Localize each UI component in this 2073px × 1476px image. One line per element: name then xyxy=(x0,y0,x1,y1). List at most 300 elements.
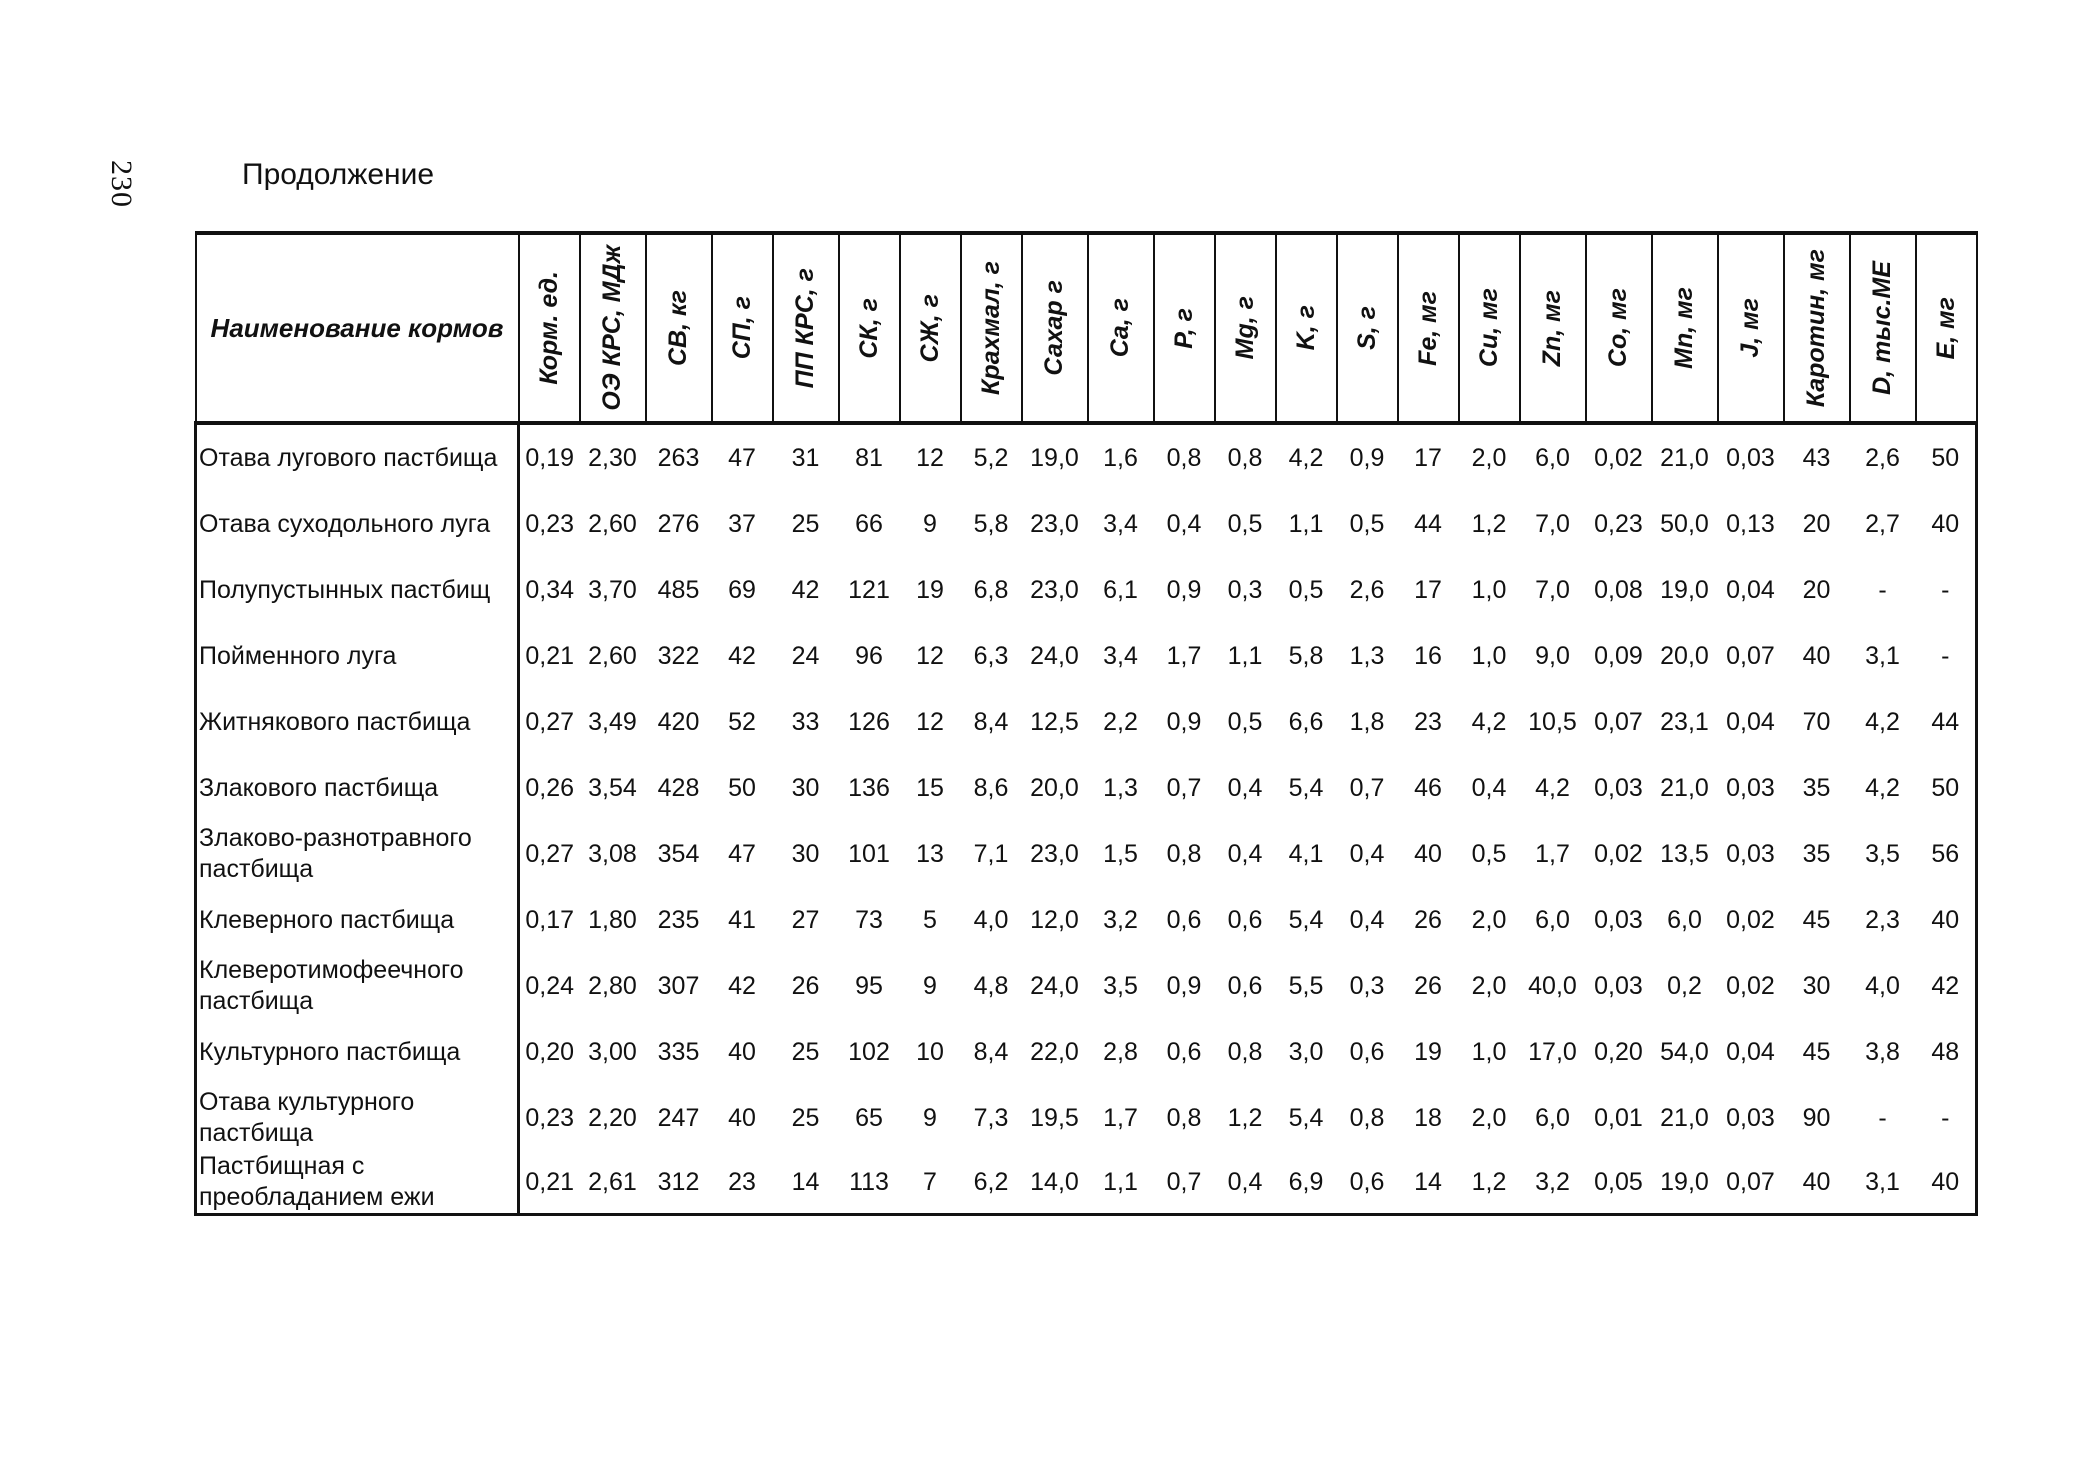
value-cell: 31 xyxy=(791,443,820,472)
value-cell: 0,21 xyxy=(525,641,575,670)
value-cell: 6,2 xyxy=(961,1151,1022,1215)
value-cell: 0,07 xyxy=(1718,1151,1784,1215)
value-cell: 66 xyxy=(855,509,883,538)
value-cell: 113 xyxy=(839,1151,900,1215)
value-cell: 1,2 xyxy=(1459,1151,1520,1215)
column-header-label: Сахар г xyxy=(1040,280,1068,376)
value-cell: 12 xyxy=(916,443,944,472)
value-cell: 5,4 xyxy=(1288,773,1324,802)
column-header-label: E, мг xyxy=(1931,296,1960,360)
value-cell: 0,27 xyxy=(525,707,575,736)
value-cell: 1,7 xyxy=(1103,1103,1138,1132)
value-cell: 56 xyxy=(1916,821,1977,887)
value-cell: 41 xyxy=(728,905,756,934)
value-cell: 25 xyxy=(791,509,820,538)
value-cell: 335 xyxy=(657,1037,700,1066)
value-cell: 0,23 xyxy=(525,1103,575,1132)
value-cell: 1,80 xyxy=(588,905,637,934)
value-cell: 0,4 xyxy=(1166,509,1202,538)
value-cell: 5,5 xyxy=(1288,971,1324,1000)
value-cell: 0,4 xyxy=(1349,839,1385,868)
value-cell: 485 xyxy=(657,575,700,604)
value-cell: 8,6 xyxy=(973,773,1009,802)
value-cell: 0,6 xyxy=(1349,1037,1385,1066)
column-header-label: D, тыс.МЕ xyxy=(1868,261,1896,395)
value-cell: 6,0 xyxy=(1535,1103,1570,1132)
value-cell: 0,02 xyxy=(1594,839,1643,868)
value-cell: 1,7 xyxy=(1166,641,1202,670)
value-cell: 0,9 xyxy=(1349,443,1385,472)
value-cell: 4,1 xyxy=(1288,839,1324,868)
value-cell: 0,03 xyxy=(1726,839,1775,868)
feed-name-cell: Отава лугового пастбища xyxy=(196,423,519,491)
value-cell: 2,6 xyxy=(1865,443,1900,472)
value-cell: 0,13 xyxy=(1726,509,1775,538)
value-cell: 12 xyxy=(916,641,944,670)
feed-name-cell: Пастбищная с преобладанием ежи xyxy=(196,1151,519,1215)
value-cell: 101 xyxy=(848,839,890,868)
value-cell: 45 xyxy=(1802,1037,1831,1066)
value-cell: 0,6 xyxy=(1227,905,1263,934)
column-header-label: Крахмал, г xyxy=(976,261,1005,395)
value-cell: 6,6 xyxy=(1288,707,1324,736)
column-header-label: Каротин, мг xyxy=(1802,248,1830,408)
value-cell: 0,3 xyxy=(1349,971,1385,1000)
value-cell: 5 xyxy=(923,905,937,934)
value-cell: 0,09 xyxy=(1594,641,1643,670)
value-cell: 3,08 xyxy=(588,839,637,868)
value-cell: 40 xyxy=(728,1103,756,1132)
value-cell: 0,6 xyxy=(1166,1037,1202,1066)
feed-name-cell: Полупустынных пастбищ xyxy=(196,557,519,623)
value-cell: 6,9 xyxy=(1276,1151,1337,1215)
value-cell: 7,0 xyxy=(1535,575,1570,604)
column-header xyxy=(1154,233,1215,423)
value-cell: 2,8 xyxy=(1103,1037,1138,1066)
value-cell: 42 xyxy=(728,971,756,1000)
value-cell: 0,07 xyxy=(1726,641,1775,670)
table-row xyxy=(196,689,1977,755)
value-cell: 0,02 xyxy=(1726,971,1775,1000)
column-header xyxy=(519,233,580,423)
value-cell: 121 xyxy=(848,575,890,604)
value-cell: 136 xyxy=(848,773,890,802)
value-cell: 6,8 xyxy=(973,575,1009,604)
value-cell: 0,8 xyxy=(1227,443,1263,472)
value-cell: 8,4 xyxy=(973,1037,1009,1066)
value-cell: 13 xyxy=(916,839,944,868)
value-cell: 3,5 xyxy=(1865,839,1900,868)
value-cell: 0,8 xyxy=(1166,1103,1202,1132)
column-header xyxy=(900,233,961,423)
value-cell: 24,0 xyxy=(1030,971,1079,1000)
value-cell: 3,49 xyxy=(588,707,637,736)
value-cell: 0,03 xyxy=(1726,443,1775,472)
value-cell: 20 xyxy=(1802,575,1831,604)
column-header xyxy=(1520,233,1586,423)
value-cell: 7,0 xyxy=(1535,509,1570,538)
value-cell: 54,0 xyxy=(1660,1037,1709,1066)
value-cell: 40 xyxy=(1802,641,1831,670)
value-cell: 0,03 xyxy=(1594,905,1643,934)
value-cell: 10 xyxy=(916,1037,944,1066)
column-header xyxy=(839,233,900,423)
table-row xyxy=(196,887,1977,953)
value-cell: 0,24 xyxy=(525,971,575,1000)
value-cell: 6,1 xyxy=(1103,575,1138,604)
value-cell: 23,1 xyxy=(1660,707,1709,736)
value-cell: - xyxy=(1916,1085,1977,1151)
feed-name-cell: Клеверного пастбища xyxy=(196,887,519,953)
value-cell: 9 xyxy=(923,509,937,538)
value-cell: 0,02 xyxy=(1726,905,1775,934)
feed-name-cell: Отава культурного пастбища xyxy=(196,1085,519,1151)
value-cell: 40 xyxy=(1916,887,1977,953)
value-cell: 0,23 xyxy=(1594,509,1643,538)
value-cell: 26 xyxy=(1414,971,1442,1000)
value-cell: 70 xyxy=(1802,707,1831,736)
value-cell: 50,0 xyxy=(1660,509,1709,538)
value-cell: 27 xyxy=(791,905,820,934)
value-cell: 0,8 xyxy=(1166,443,1202,472)
value-cell: 20 xyxy=(1802,509,1831,538)
value-cell: 0,21 xyxy=(519,1151,580,1215)
value-cell: 69 xyxy=(728,575,756,604)
column-header-label: Cu, мг xyxy=(1474,288,1503,368)
value-cell: 52 xyxy=(728,707,756,736)
table-row xyxy=(196,755,1977,821)
value-cell: 24,0 xyxy=(1030,641,1079,670)
value-cell: 4,0 xyxy=(1865,971,1900,1000)
value-cell: 3,4 xyxy=(1103,641,1138,670)
value-cell: 14 xyxy=(773,1151,839,1215)
value-cell: 15 xyxy=(916,773,944,802)
value-cell: 0,03 xyxy=(1726,1103,1775,1132)
table-row xyxy=(196,423,1977,491)
value-cell: 40 xyxy=(1916,1151,1977,1215)
value-cell: 1,2 xyxy=(1471,509,1507,538)
value-cell: 0,04 xyxy=(1726,1037,1775,1066)
value-cell: 10,5 xyxy=(1528,707,1577,736)
table-body xyxy=(196,423,1977,1215)
value-cell: 0,23 xyxy=(525,509,575,538)
page-title: Продолжение xyxy=(242,158,435,191)
value-cell: 21,0 xyxy=(1660,443,1709,472)
column-header xyxy=(1276,233,1337,423)
value-cell: 19 xyxy=(916,575,944,604)
column-header xyxy=(1784,233,1850,423)
column-header xyxy=(1088,233,1154,423)
value-cell: 5,4 xyxy=(1288,905,1324,934)
value-cell: 354 xyxy=(657,839,700,868)
value-cell: 21,0 xyxy=(1660,773,1709,802)
table-row xyxy=(196,1085,1977,1151)
value-cell: 0,2 xyxy=(1667,971,1702,1000)
value-cell: 14 xyxy=(1398,1151,1459,1215)
value-cell: 26 xyxy=(791,971,820,1000)
value-cell: 30 xyxy=(1802,971,1831,1000)
value-cell: 3,2 xyxy=(1103,905,1138,934)
value-cell: 9 xyxy=(923,971,937,1000)
value-cell: 0,19 xyxy=(525,443,575,472)
value-cell: 9 xyxy=(923,1103,937,1132)
feed-name-cell: Клеверотимофеечного пастбища xyxy=(196,953,519,1019)
value-cell: 2,60 xyxy=(588,509,637,538)
value-cell: 0,8 xyxy=(1227,1037,1263,1066)
value-cell: 0,6 xyxy=(1227,971,1263,1000)
column-header xyxy=(1652,233,1718,423)
value-cell: 3,00 xyxy=(588,1037,637,1066)
value-cell: 263 xyxy=(657,443,700,472)
column-header-label: СК, г xyxy=(854,297,883,359)
value-cell: 22,0 xyxy=(1030,1037,1079,1066)
value-cell: 95 xyxy=(855,971,883,1000)
value-cell: 428 xyxy=(657,773,700,802)
value-cell: 44 xyxy=(1916,689,1977,755)
value-cell: 2,0 xyxy=(1471,905,1507,934)
value-cell: 0,20 xyxy=(1594,1037,1643,1066)
value-cell: 1,3 xyxy=(1349,641,1385,670)
table-header-row xyxy=(196,233,1977,423)
column-header-label: Co, мг xyxy=(1604,288,1632,368)
value-cell: 0,6 xyxy=(1337,1151,1398,1215)
column-header-label: ПП КРС, г xyxy=(791,267,819,389)
feed-composition-table xyxy=(194,231,1978,1216)
value-cell: 42 xyxy=(791,575,820,604)
value-cell: 312 xyxy=(646,1151,712,1215)
value-cell: 19,5 xyxy=(1030,1103,1079,1132)
value-cell: 3,1 xyxy=(1850,1151,1916,1215)
value-cell: 23,0 xyxy=(1030,839,1079,868)
value-cell: 7,1 xyxy=(973,839,1009,868)
column-header xyxy=(773,233,839,423)
value-cell: 19,0 xyxy=(1660,575,1709,604)
value-cell: 46 xyxy=(1414,773,1442,802)
column-header xyxy=(1718,233,1784,423)
value-cell: 0,7 xyxy=(1154,1151,1215,1215)
value-cell: 90 xyxy=(1802,1103,1831,1132)
value-cell: 23 xyxy=(1414,707,1442,736)
value-cell: 0,9 xyxy=(1166,575,1202,604)
value-cell: 20,0 xyxy=(1030,773,1079,802)
value-cell: 1,8 xyxy=(1349,707,1385,736)
table-row xyxy=(196,953,1977,1019)
column-header xyxy=(1916,233,1977,423)
column-header-label: СП, г xyxy=(727,296,756,360)
value-cell: 5,8 xyxy=(973,509,1009,538)
value-cell: 4,0 xyxy=(973,905,1009,934)
value-cell: 50 xyxy=(1916,423,1977,491)
value-cell: 33 xyxy=(791,707,820,736)
value-cell: 0,03 xyxy=(1594,773,1643,802)
column-header-label: Ca, г xyxy=(1106,298,1134,358)
value-cell: 12,5 xyxy=(1030,707,1079,736)
column-header xyxy=(1022,233,1088,423)
column-header-label: Zn, мг xyxy=(1538,289,1566,367)
value-cell: 45 xyxy=(1802,905,1831,934)
value-cell: 13,5 xyxy=(1660,839,1709,868)
column-header-label: Mn, мг xyxy=(1670,287,1698,369)
column-header xyxy=(1586,233,1652,423)
value-cell: 50 xyxy=(728,773,756,802)
value-cell: 1,5 xyxy=(1103,839,1138,868)
value-cell: 23,0 xyxy=(1030,575,1079,604)
value-cell: 322 xyxy=(657,641,700,670)
value-cell: 4,2 xyxy=(1288,443,1324,472)
value-cell: 18 xyxy=(1414,1103,1442,1132)
value-cell: 24 xyxy=(791,641,820,670)
value-cell: 0,4 xyxy=(1227,839,1263,868)
value-cell: 0,7 xyxy=(1349,773,1385,802)
value-cell: 1,0 xyxy=(1471,575,1507,604)
value-cell: 2,30 xyxy=(588,443,637,472)
value-cell: 102 xyxy=(848,1037,890,1066)
column-header xyxy=(1337,233,1398,423)
value-cell: - xyxy=(1878,1103,1887,1132)
page-number: 230 xyxy=(105,160,138,208)
feed-name-cell: Отава суходольного луга xyxy=(196,491,519,557)
table-row xyxy=(196,1151,1977,1215)
value-cell: 4,2 xyxy=(1535,773,1570,802)
table-row xyxy=(196,1019,1977,1085)
feed-name-cell: Житнякового пастбища xyxy=(196,689,519,755)
table-row xyxy=(196,557,1977,623)
value-cell: 44 xyxy=(1414,509,1442,538)
feed-name-cell: Пойменного луга xyxy=(196,623,519,689)
value-cell: 8,4 xyxy=(973,707,1009,736)
value-cell: 0,4 xyxy=(1471,773,1507,802)
value-cell: 4,2 xyxy=(1471,707,1507,736)
value-cell: 2,3 xyxy=(1865,905,1900,934)
column-header-label: J, мг xyxy=(1736,298,1764,358)
value-cell: 50 xyxy=(1916,755,1977,821)
value-cell: - xyxy=(1878,575,1887,604)
value-cell: 1,1 xyxy=(1288,509,1324,538)
value-cell: 0,5 xyxy=(1471,839,1507,868)
value-cell: 0,5 xyxy=(1227,707,1263,736)
column-header xyxy=(1459,233,1520,423)
value-cell: 20,0 xyxy=(1660,641,1709,670)
value-cell: 3,54 xyxy=(588,773,637,802)
value-cell: 3,70 xyxy=(588,575,637,604)
value-cell: 1,1 xyxy=(1227,641,1263,670)
value-cell: 0,20 xyxy=(525,1037,575,1066)
value-cell: 3,0 xyxy=(1288,1037,1324,1066)
value-cell: 0,02 xyxy=(1594,443,1643,472)
value-cell: - xyxy=(1916,623,1977,689)
value-cell: 1,1 xyxy=(1088,1151,1154,1215)
value-cell: 2,7 xyxy=(1865,509,1900,538)
column-header-label: P, г xyxy=(1169,307,1198,349)
value-cell: 1,0 xyxy=(1471,1037,1507,1066)
value-cell: 42 xyxy=(728,641,756,670)
value-cell: 3,4 xyxy=(1103,509,1138,538)
value-cell: 81 xyxy=(855,443,883,472)
value-cell: 48 xyxy=(1916,1019,1977,1085)
value-cell: 3,8 xyxy=(1865,1037,1900,1066)
value-cell: 16 xyxy=(1414,641,1442,670)
value-cell: 0,8 xyxy=(1166,839,1202,868)
value-cell: 35 xyxy=(1802,839,1831,868)
value-cell: 0,04 xyxy=(1726,707,1775,736)
value-cell: 4,8 xyxy=(973,971,1009,1000)
value-cell: 37 xyxy=(728,509,756,538)
value-cell: 6,3 xyxy=(973,641,1009,670)
value-cell: 5,2 xyxy=(973,443,1009,472)
value-cell: 4,2 xyxy=(1865,707,1900,736)
value-cell: 3,5 xyxy=(1103,971,1138,1000)
value-cell: 6,0 xyxy=(1667,905,1702,934)
column-header-label: Fe, мг xyxy=(1413,290,1442,366)
column-header xyxy=(961,233,1022,423)
value-cell: 2,0 xyxy=(1471,443,1507,472)
value-cell: 19,0 xyxy=(1030,443,1079,472)
value-cell: 7 xyxy=(900,1151,961,1215)
value-cell: 43 xyxy=(1802,443,1831,472)
value-cell: 0,34 xyxy=(525,575,575,604)
value-cell: 23 xyxy=(712,1151,773,1215)
value-cell: 12 xyxy=(916,707,944,736)
column-header-label: Mg, г xyxy=(1230,296,1259,360)
value-cell: 30 xyxy=(791,773,820,802)
value-cell: 0,9 xyxy=(1166,971,1202,1000)
value-cell: 235 xyxy=(657,905,700,934)
table-row xyxy=(196,623,1977,689)
column-header-label: K, г xyxy=(1291,305,1320,351)
column-header xyxy=(1215,233,1276,423)
value-cell: 40 xyxy=(1784,1151,1850,1215)
value-cell: 2,61 xyxy=(580,1151,646,1215)
value-cell: 30 xyxy=(791,839,820,868)
value-cell: 1,3 xyxy=(1103,773,1138,802)
feed-name-cell: Культурного пастбища xyxy=(196,1019,519,1085)
value-cell: 420 xyxy=(657,707,700,736)
value-cell: 96 xyxy=(855,641,883,670)
value-cell: 40 xyxy=(1414,839,1442,868)
value-cell: 25 xyxy=(791,1103,820,1132)
value-cell: 0,6 xyxy=(1166,905,1202,934)
value-cell: 0,01 xyxy=(1594,1103,1643,1132)
column-header xyxy=(646,233,712,423)
value-cell: 0,3 xyxy=(1227,575,1263,604)
value-cell: 0,7 xyxy=(1166,773,1202,802)
value-cell: 307 xyxy=(657,971,700,1000)
feed-name-cell: Злакового пастбища xyxy=(196,755,519,821)
value-cell: 0,5 xyxy=(1227,509,1263,538)
value-cell: 4,2 xyxy=(1865,773,1900,802)
table-row xyxy=(196,821,1977,887)
value-cell: 1,7 xyxy=(1535,839,1570,868)
value-cell: 6,0 xyxy=(1535,443,1570,472)
column-header-label: СВ, кг xyxy=(664,289,692,366)
value-cell: 1,0 xyxy=(1471,641,1507,670)
value-cell: 40 xyxy=(1916,491,1977,557)
value-cell: 0,08 xyxy=(1594,575,1643,604)
column-header-label: S, г xyxy=(1352,306,1381,350)
value-cell: 0,03 xyxy=(1594,971,1643,1000)
column-header xyxy=(1398,233,1459,423)
value-cell: 126 xyxy=(848,707,890,736)
feed-name-cell: Злаково-разнотравного пастбища xyxy=(196,821,519,887)
value-cell: 0,27 xyxy=(525,839,575,868)
value-cell: 0,03 xyxy=(1726,773,1775,802)
value-cell: 247 xyxy=(657,1103,700,1132)
value-cell: 276 xyxy=(657,509,700,538)
value-cell: 0,8 xyxy=(1349,1103,1385,1132)
column-header-label: СЖ, г xyxy=(915,293,944,363)
value-cell: 0,26 xyxy=(525,773,575,802)
value-cell: 26 xyxy=(1414,905,1442,934)
